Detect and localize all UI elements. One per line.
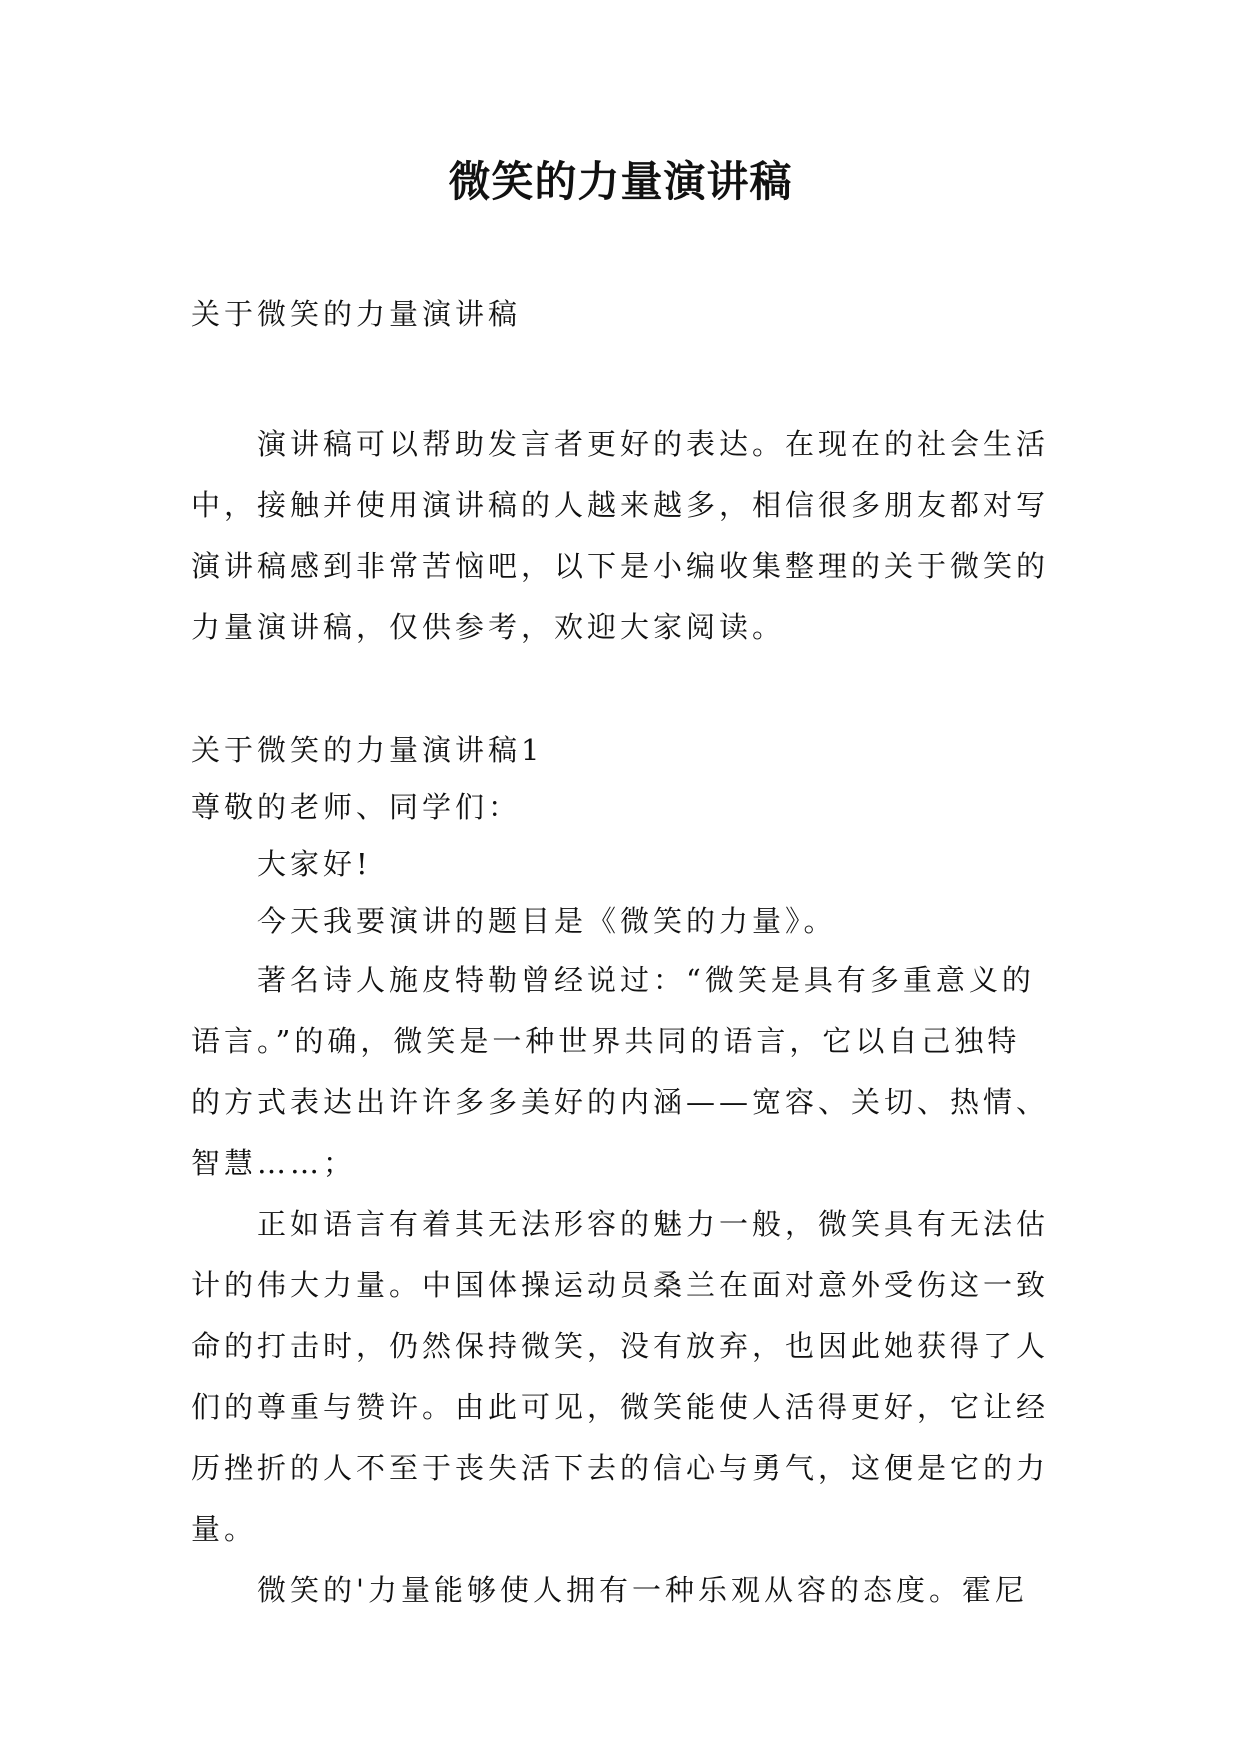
paragraph-line: 语言。”的确，微笑是一种世界共同的语言，它以自己独特 [191, 1024, 1021, 1058]
body-paragraph [191, 950, 1071, 1194]
section-heading: 关于微笑的力量演讲稿1 [191, 733, 544, 767]
body-paragraph [191, 1194, 1071, 1560]
document-body [191, 284, 1071, 1621]
paragraph-line: 计的伟大力量。中国体操运动员桑兰在面对意外受伤这一致 [191, 1268, 1050, 1302]
topic-line: 今天我要演讲的题目是《微笑的力量》。 [257, 904, 837, 938]
intro-line: 演讲稿感到非常苦恼吧，以下是小编收集整理的关于微笑的 [191, 549, 1050, 583]
intro-line: 力量演讲稿，仅供参考，欢迎大家阅读。 [191, 610, 786, 644]
greeting: 大家好! [257, 847, 372, 881]
document-title: 微笑的力量演讲稿 [448, 157, 793, 206]
spacer [191, 658, 1071, 722]
paragraph-line: 历挫折的人不至于丧失活下去的信心与勇气，这便是它的力 [191, 1451, 1050, 1485]
paragraph-line: 微笑的'力量能够使人拥有一种乐观从容的态度。霍尼 [257, 1573, 1028, 1607]
spacer [191, 345, 1071, 414]
paragraph-line: 正如语言有着其无法形容的魅力一般，微笑具有无法估 [257, 1207, 1050, 1241]
body-paragraph [191, 1560, 1071, 1621]
salutation: 尊敬的老师、同学们： [191, 790, 522, 824]
paragraph-line: 量。 [191, 1512, 258, 1546]
intro-paragraph [191, 414, 1071, 658]
intro-line: 演讲稿可以帮助发言者更好的表达。在现在的社会生活 [257, 427, 1050, 461]
paragraph-line: 智慧……； [191, 1146, 357, 1180]
paragraph-line: 们的尊重与赞许。由此可见，微笑能使人活得更好，它让经 [191, 1390, 1050, 1424]
paragraph-line: 著名诗人施皮特勒曾经说过：“微笑是具有多重意义的 [257, 963, 1035, 997]
intro-line: 中，接触并使用演讲稿的人越来越多，相信很多朋友都对写 [191, 488, 1050, 522]
paragraph-line: 命的打击时，仍然保持微笑，没有放弃，也因此她获得了人 [191, 1329, 1050, 1363]
paragraph-line: 的方式表达出许许多多美好的内涵——宽容、关切、热情、 [191, 1085, 1050, 1119]
document-subtitle: 关于微笑的力量演讲稿 [191, 297, 522, 331]
